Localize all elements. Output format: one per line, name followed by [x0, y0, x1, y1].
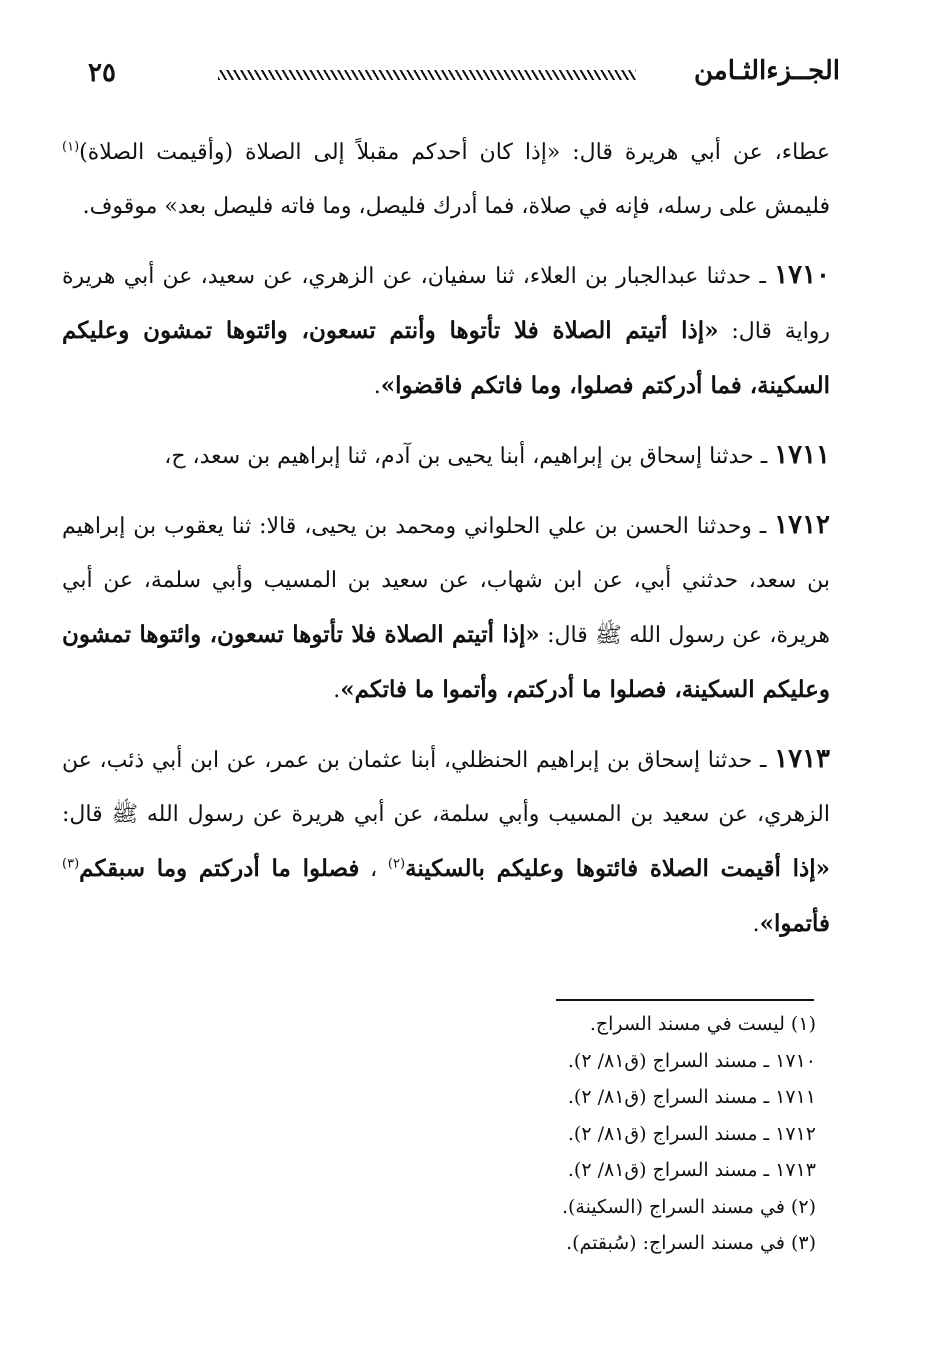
hadith-1711 [62, 428, 830, 484]
hadith-1712 [62, 498, 830, 718]
header-hatch-rule [218, 70, 636, 80]
footnote-line: ١٧١٢ ـ مسند السراج (ق٨١/ ٢). [567, 1122, 816, 1145]
footnotes [440, 1006, 816, 1262]
text-run: . [333, 678, 341, 703]
hadith-text-bold: فأتموا» [759, 910, 830, 937]
hadith-number: ١٧١١ [774, 440, 830, 470]
text-run: . [752, 912, 760, 937]
footnote-line: ١٧١٣ ـ مسند السراج (ق٨١/ ٢). [567, 1159, 816, 1181]
hadith-text-bold: «إذا أتيتم الصلاة فلا تأتوها تسعون، وائتوها تمشون وعليكم السكينة، فصلوا ما أدركتم، وأتموا ما فاتكم» [62, 621, 830, 703]
text-run: ـ حدثنا إسحاق بن إبراهيم الحنظلي، أبنا عثمان بن عمر، عن ابن أبي ذئب، عن الزهري، عن سعيد بن المسيب وأبي سلمة، عن أبي هريرة عن رسول الله ﷺ قال: [62, 748, 830, 827]
hadith-number: ١٧١٣ [774, 744, 830, 774]
part-title: الجــزءالثـامن [694, 56, 840, 86]
hadith-text-bold: «إذا أتيتم الصلاة فلا تأتوها وأنتم تسعون، وائتوها تمشون وعليكم السكينة، فما أدركتم فصلوا، وما فاتكم فاقضوا» [62, 317, 830, 399]
footnote-ref: (٣) [62, 856, 80, 872]
footnote-line: (٣) في مسند السراج: (سُبقتم). [566, 1232, 816, 1254]
footnote-ref: (٢) [387, 856, 406, 872]
hadith-text-bold: «إذا أقيمت الصلاة فائتوها وعليكم بالسكينة [405, 855, 830, 882]
page-header [60, 56, 840, 96]
text-run: ، [359, 857, 388, 882]
footnote-line: ١٧١١ ـ مسند السراج (ق٨١/ ٢). [567, 1086, 816, 1108]
text-run: ـ حدثنا عبدالجبار بن العلاء، ثنا سفيان، عن الزهري، عن سعيد، عن أبي هريرة رواية قال: [62, 264, 830, 344]
hadith-1710 [62, 248, 830, 414]
footnote-line: (٢) في مسند السراج (السكينة). [561, 1195, 816, 1218]
text-run: . [373, 374, 381, 399]
footnote-line: (١) ليست في مسند السراج. [589, 1013, 816, 1035]
hadith-number: ١٧١٠ [774, 260, 830, 290]
body-text [62, 126, 830, 966]
text-run: فليمش على رسله، فإنه في صلاة، فما أدرك فليصل، وما فاته فليصل بعد» موقوف. [82, 194, 830, 219]
footnote-line: ١٧١٠ ـ مسند السراج (ق٨١/ ٢). [567, 1049, 816, 1072]
footnote-separator [556, 999, 814, 1001]
footnote-ref: (١) [62, 139, 80, 155]
paragraph-continuation [62, 126, 830, 234]
text-run: عطاء، عن أبي هريرة قال: «إذا كان أحدكم مقبلاً إلى الصلاة (وأقيمت الصلاة) [79, 140, 830, 165]
page-number: ٢٥ [88, 58, 116, 88]
hadith-number: ١٧١٢ [774, 510, 830, 540]
hadith-text-bold: فصلوا ما أدركتم وما سبقكم [79, 855, 360, 882]
text-run: ـ حدثنا إسحاق بن إبراهيم، أبنا يحيى بن آدم، ثنا إبراهيم بن سعد، ح، [164, 444, 775, 469]
text-run: ـ وحدثنا الحسن بن علي الحلواني ومحمد بن يحيى، قالا: ثنا يعقوب بن إبراهيم بن سعد، حدثني أبي، عن ابن شهاب، عن سعيد بن المسيب وأبي سلمة، عن أبي هريرة، عن رسول الله ﷺ قال: [62, 514, 830, 648]
hadith-1713 [62, 732, 830, 952]
